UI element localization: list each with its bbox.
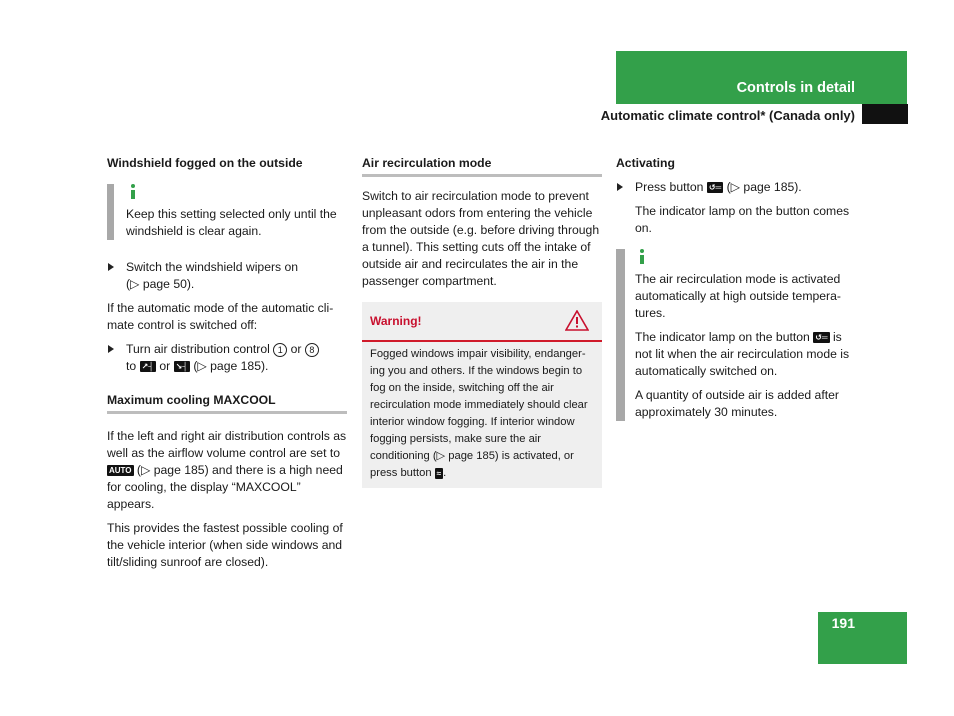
info-note-text: A quantity of outside air is added after approximately 30 minutes. [635, 388, 839, 419]
warning-box [362, 302, 602, 488]
info-note-text: The air recirculation mode is activated automatically at high outside tempera-tures. [635, 272, 841, 320]
paragraph: Switch to air recirculation mode to prevent unpleasant odors from entering the vehicle from the outside (e.g. before driving through a tunnel). This setting cuts off the intake of outside air and recirculates the air in the passenger compartment. [362, 189, 600, 288]
bullet-arrow-icon [108, 345, 114, 353]
recirculation-button-icon: ↺═ [815, 333, 828, 343]
defrost-button-icon: ≈ [436, 468, 442, 478]
paragraph: If the left and right air distribution controls as well as the airflow volume control are set to AUTO (▷ page 185) and there is a high need for cooling, the display “MAXCOOL” appears. [107, 429, 347, 511]
bullet-arrow-icon [617, 183, 623, 191]
heading-windshield-fogged: Windshield fogged on the outside [107, 156, 303, 170]
section-title: Controls in detail [736, 80, 855, 96]
heading-air-recirculation: Air recirculation mode [362, 156, 492, 170]
warning-title: Warning! [370, 314, 422, 328]
bullet-arrow-icon [108, 263, 114, 271]
info-icon [126, 184, 138, 199]
page-number: 191 [831, 615, 855, 631]
control-1-icon: 1 [273, 343, 287, 357]
info-note [616, 249, 856, 421]
column-3 [616, 155, 856, 421]
paragraph: The indicator lamp on the button comes on. [635, 204, 850, 235]
defrost-distribution-icon: ↗┤ [141, 362, 154, 372]
header-marker [862, 104, 908, 124]
list-item: Turn air distribution control 1 or 8 to ↗┤ or ↘┤ (▷ page 185). [107, 341, 347, 375]
info-note-text: Keep this setting selected only until the windshield is clear again. [126, 207, 337, 238]
column-1 [107, 155, 347, 571]
info-icon [635, 249, 647, 264]
heading-maxcool: Maximum cooling MAXCOOL [107, 393, 276, 407]
info-note-text: The indicator lamp on the button ↺═ is not lit when the air recirculation mode is automatically switched on. [635, 330, 850, 378]
recirculation-button-icon: ↺═ [708, 183, 722, 193]
column-2 [362, 155, 602, 488]
windshield-footwell-icon: ↘┤ [175, 362, 188, 372]
info-note [107, 184, 347, 240]
heading-activating: Activating [616, 156, 675, 170]
warning-triangle-icon [565, 310, 589, 331]
list-item: Switch the windshield wipers on (▷ page 50). [107, 259, 347, 293]
paragraph: This provides the fastest possible cooling of the vehicle interior (when side windows and tilt/sliding sunroof are closed). [107, 521, 343, 569]
subsection-title: Automatic climate control* (Canada only) [600, 108, 855, 123]
list-item: Press button ↺═ (▷ page 185). [616, 179, 856, 196]
paragraph: If the automatic mode of the automatic cli-mate control is switched off: [107, 301, 334, 332]
divider [362, 174, 602, 177]
warning-header [362, 302, 602, 340]
divider [107, 411, 347, 414]
control-8-icon: 8 [305, 343, 319, 357]
header-tab [616, 51, 907, 104]
auto-button-icon: AUTO [109, 466, 132, 476]
warning-text: Fogged windows impair visibility, endanger-ing you and others. If the windows begin to fog on the inside, switching off the air recirculation mode immediately should clear interior window fogging. If interior window fogging persists, make sure the air conditioning (▷ page 185) is activated, or press button ≈ . [370, 348, 588, 479]
